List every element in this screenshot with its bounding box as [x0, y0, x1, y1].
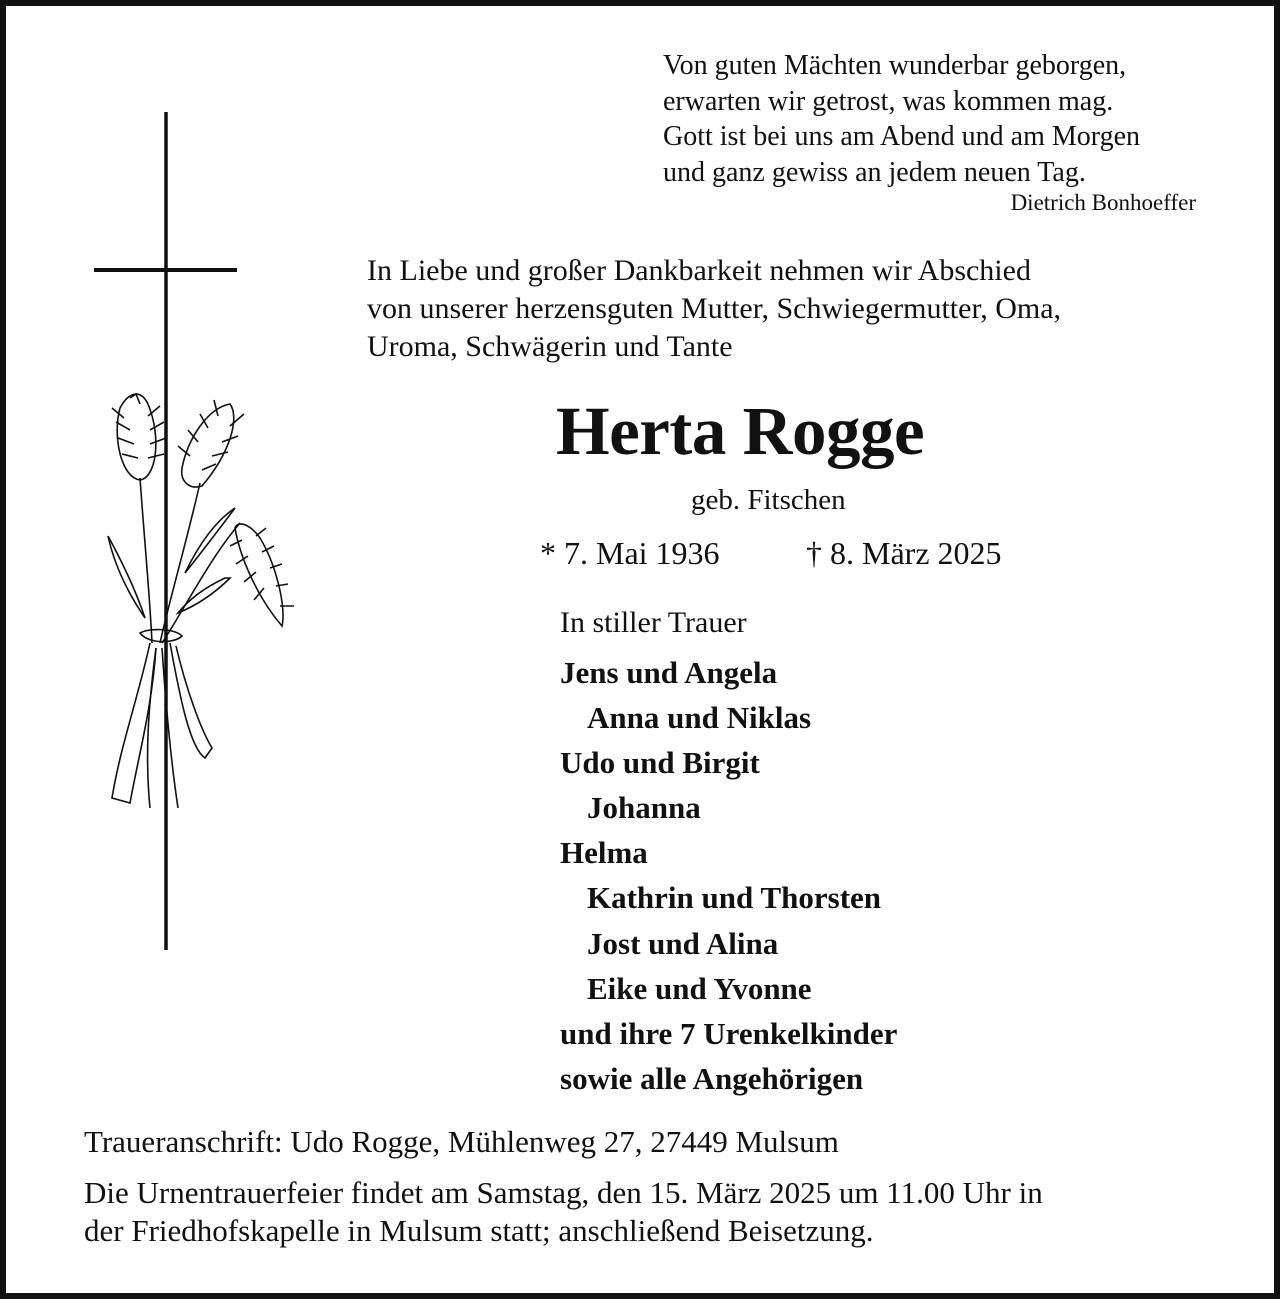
intro-line: In Liebe und großer Dankbarkeit nehmen wir Abschied	[367, 254, 1031, 287]
mourner-line: Anna und Niklas	[587, 700, 812, 736]
ceremony-line: Die Urnentrauerfeier findet am Samstag, den 15. März 2025 um 11.00 Uhr in	[84, 1175, 1043, 1210]
mourner-line: Jens und Angela	[560, 655, 778, 690]
poem-line: und ganz gewiss an jedem neuen Tag.	[663, 156, 1086, 188]
intro-text	[367, 252, 1061, 366]
maiden-name: geb. Fitschen	[691, 484, 846, 516]
ceremony-info	[84, 1174, 1043, 1250]
mourning-address: Traueranschrift: Udo Rogge, Mühlenweg 27, 27449 Mulsum	[84, 1124, 839, 1159]
mourner-line: Udo und Birgit	[560, 745, 760, 781]
mourner-line: Eike und Yvonne	[587, 970, 812, 1006]
intro-line: von unserer herzensguten Mutter, Schwiegermutter, Oma,	[367, 292, 1062, 325]
mourner-line: sowie alle Angehörigen	[560, 1060, 864, 1096]
ceremony-line: der Friedhofskapelle in Mulsum statt; anschließend Beisetzung.	[84, 1213, 874, 1248]
intro-line: Uroma, Schwägerin und Tante	[367, 330, 733, 363]
mourner-line: Kathrin und Thorsten	[587, 880, 882, 916]
birth-date: * 7. Mai 1936	[540, 535, 720, 571]
mourner-line: Jost und Alina	[587, 925, 779, 961]
poem-line: Von guten Mächten wunderbar geborgen,	[663, 50, 1127, 81]
cross-with-wheat-ears-icon	[90, 108, 300, 958]
mourners-list	[560, 650, 897, 1101]
poem-author: Dietrich Bonhoeffer	[1010, 190, 1196, 215]
poem-line: erwarten wir getrost, was kommen mag.	[663, 85, 1114, 117]
mourning-label: In stiller Trauer	[560, 606, 747, 639]
deceased-name: Herta Rogge	[556, 393, 925, 469]
death-date: † 8. März 2025	[806, 535, 1002, 571]
mourner-line: und ihre 7 Urenkelkinder	[560, 1015, 898, 1051]
mourner-line: Helma	[560, 835, 648, 871]
mourner-line: Johanna	[587, 790, 701, 826]
poem-line: Gott ist bei uns am Abend und am Morgen	[663, 121, 1140, 152]
poem	[663, 48, 1140, 190]
